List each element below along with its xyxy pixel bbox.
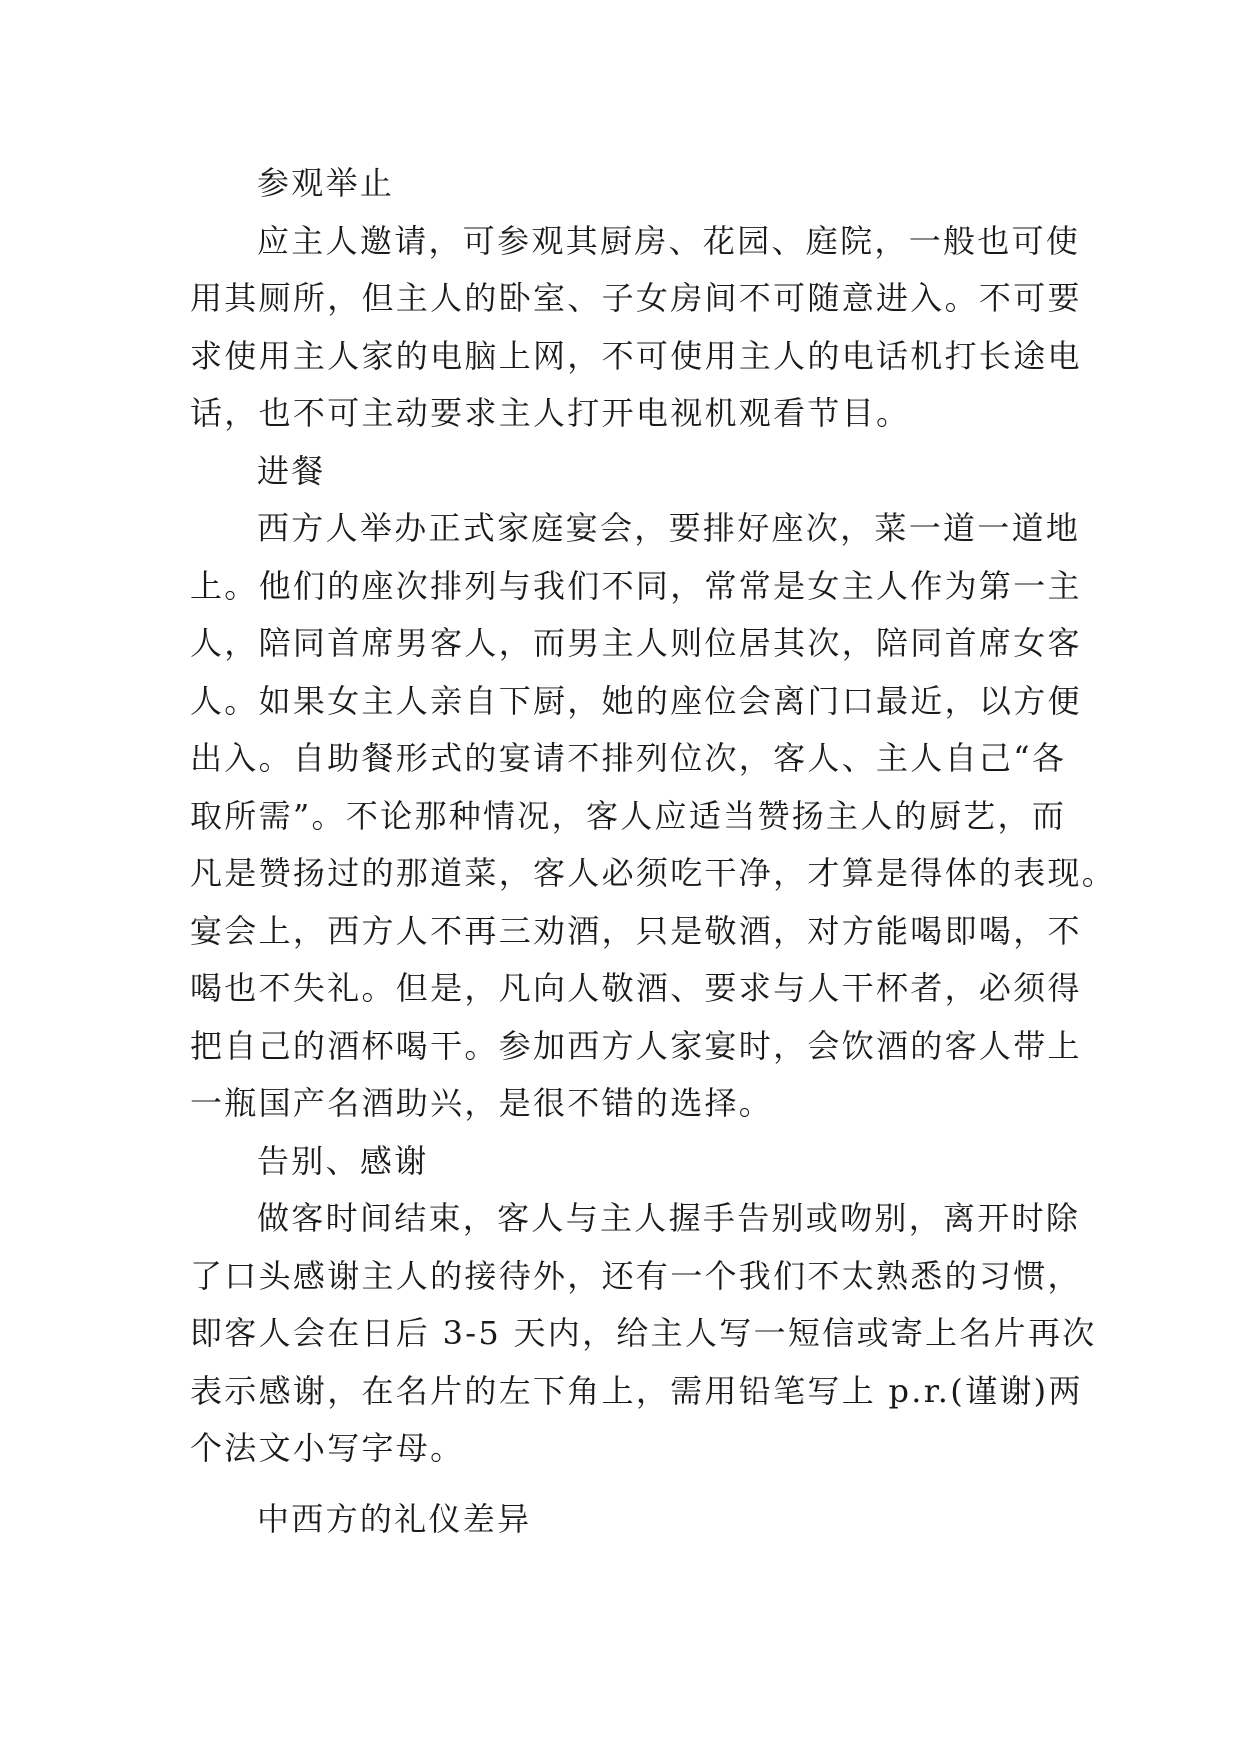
paragraph-line: 宴会上，西方人不再三劝酒，只是敬酒，对方能喝即喝，不 [190, 911, 1082, 950]
paragraph-line: 求使用主人家的电脑上网，不可使用主人的电话机打长途电 [190, 336, 1082, 375]
paragraph-line: 即客人会在日后 3-5 天内，给主人写一短信或寄上名片再次 [190, 1314, 1097, 1352]
paragraph-line: 喝也不失礼。但是，凡向人敬酒、要求与人干杯者，必须得 [190, 969, 1082, 1007]
section-heading: 参观举止 [257, 164, 395, 202]
paragraph-line: 个法文小写字母。 [190, 1429, 465, 1467]
paragraph-line: 出入。自助餐形式的宴请不排列位次，客人、主人自己“各 [190, 739, 1067, 777]
paragraph-line: 了口头感谢主人的接待外，还有一个我们不太熟悉的习惯， [190, 1256, 1082, 1295]
paragraph-line: 话，也不可主动要求主人打开电视机观看节目。 [190, 394, 911, 432]
paragraph-line: 做客时间结束，客人与主人握手告别或吻别，离开时除 [257, 1199, 1081, 1237]
section-heading: 告别、感谢 [257, 1141, 429, 1180]
paragraph-line: 应主人邀请，可参观其厨房、花园、庭院，一般也可使 [257, 221, 1081, 260]
paragraph-line: 人，陪同首席男客人，而男主人则位居其次，陪同首席女客 [190, 624, 1082, 662]
paragraph-line: 用其厕所，但主人的卧室、子女房间不可随意进入。不可要 [190, 279, 1082, 317]
final-heading: 中西方的礼仪差异 [257, 1499, 532, 1538]
paragraph-line: 西方人举办正式家庭宴会，要排好座次，菜一道一道地 [257, 509, 1081, 547]
paragraph-line: 把自己的酒杯喝干。参加西方人家宴时，会饮酒的客人带上 [190, 1026, 1082, 1065]
paragraph-line: 凡是赞扬过的那道菜，客人必须吃干净，才算是得体的表现。 [190, 854, 1117, 892]
paragraph-line: 上。他们的座次排列与我们不同，常常是女主人作为第一主 [190, 566, 1082, 605]
document-body [190, 155, 1117, 1548]
paragraph-line: 一瓶国产名酒助兴，是很不错的选择。 [190, 1084, 774, 1122]
paragraph-line: 取所需”。不论那种情况，客人应适当赞扬主人的厨艺，而 [190, 796, 1067, 835]
paragraph-line: 人。如果女主人亲自下厨，她的座位会离门口最近，以方便 [190, 681, 1082, 720]
section-heading: 进餐 [257, 451, 326, 490]
paragraph-line: 表示感谢，在名片的左下角上，需用铅笔写上 p.r.(谨谢)两 [190, 1371, 1083, 1410]
